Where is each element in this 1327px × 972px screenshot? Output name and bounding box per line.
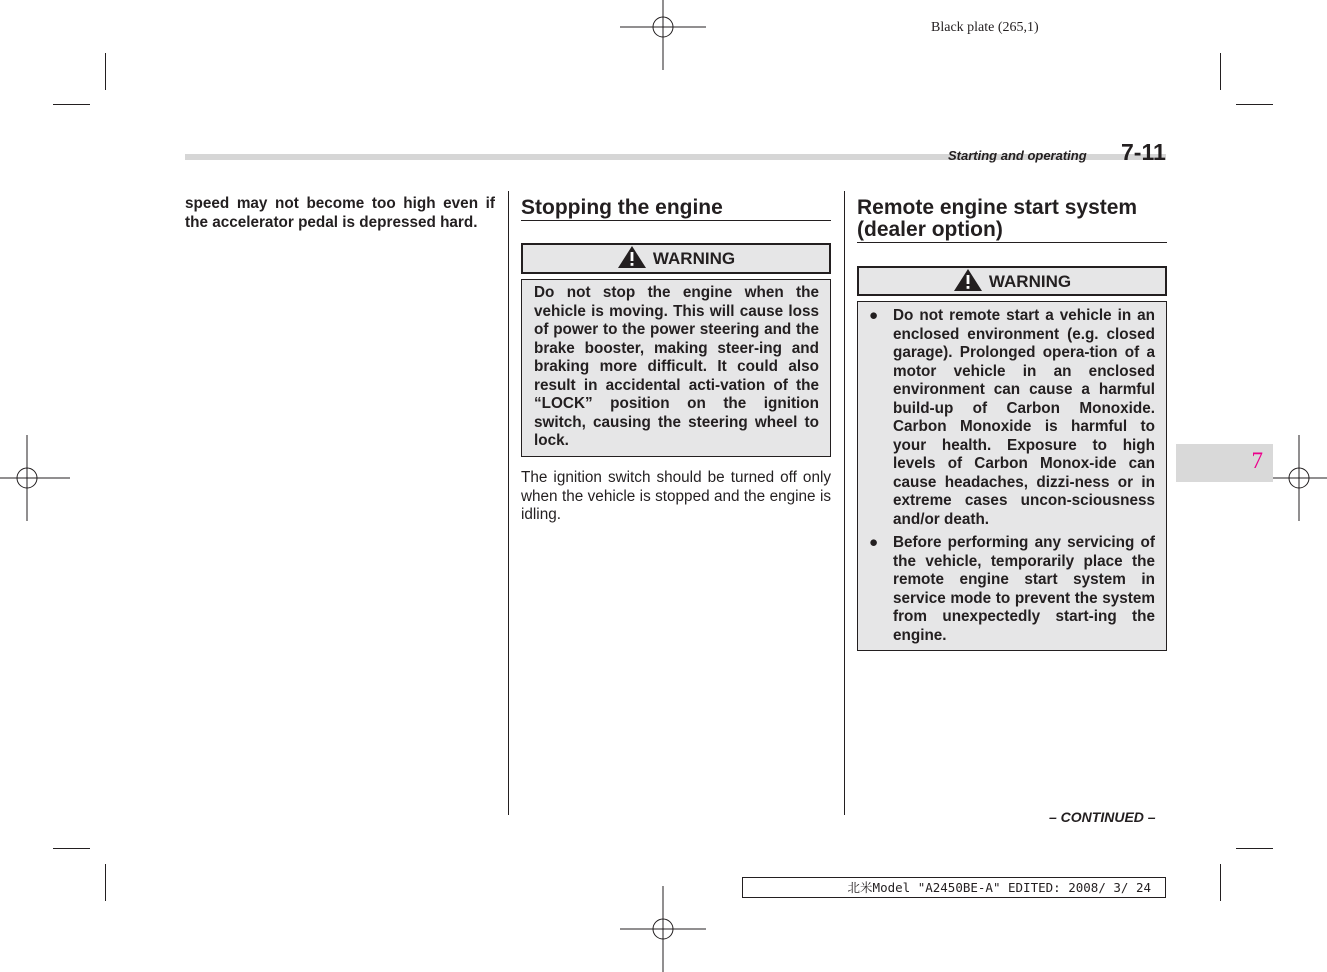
bullet-text: Before performing any servicing of the vehicle, temporarily place the remote engine start system in service mode to prevent the system from unexpectedly start-ing the engine. [893, 534, 1155, 644]
warning-header [857, 266, 1167, 296]
column1-text: speed may not become too high even if the accelerator pedal is depressed hard. [185, 195, 495, 231]
warning-box [521, 279, 831, 457]
warning-triangle-icon [953, 268, 983, 292]
bullet-text: Do not remote start a vehicle in an enclosed environment (e.g. closed garage). Prolonged opera-tion of a motor vehicle in an enclosed environment can cause a harmful build-up of Carbon Monoxide. Carbon Monoxide is harmful to your health. Exposure to high levels of Carbon Monox-ide can cause headaches, dizzi-ness or in extreme cases uncon-sciousness and/or death. [893, 307, 1155, 528]
crop-mark [105, 864, 106, 901]
bullet-icon: ● [869, 307, 879, 324]
warning-box [857, 301, 1167, 651]
plate-label: Black plate (265,1) [931, 20, 1039, 35]
footer-edition: 北米Model "A2450BE-A" EDITED: 2008/ 3/ 24 [742, 877, 1166, 898]
registration-mark-icon [0, 435, 70, 521]
crop-mark [1220, 864, 1221, 901]
crop-mark [105, 53, 106, 90]
section-title: Starting and operating [948, 148, 1087, 163]
chapter-number: 7 [1251, 448, 1263, 473]
crop-mark [53, 848, 90, 849]
warning-label: WARNING [988, 272, 1072, 291]
list-item [869, 307, 1155, 529]
list-item [869, 534, 1155, 645]
crop-mark [1220, 53, 1221, 90]
bullet-icon: ● [869, 534, 879, 551]
registration-mark-icon [620, 886, 706, 972]
continued-label: – CONTINUED – [1049, 809, 1156, 825]
ignition-switch-text: The ignition switch should be turned off only when the vehicle is stopped and the engine is idling. [521, 469, 831, 523]
chapter-tab [1176, 444, 1273, 482]
page-number: 7-11 [1121, 139, 1166, 165]
remote-start-heading: Remote engine start system (dealer option) [857, 197, 1167, 243]
column-divider [508, 191, 509, 815]
warning-header [521, 243, 831, 274]
registration-mark-icon [620, 0, 706, 70]
warning-text: Do not stop the engine when the vehicle is moving. This will cause loss of power to the power steering and the brake booster, making steer-ing and braking more difficult. It could also result in accidental acti-vation of the “LOCK” position on the ignition switch, causing the steering wheel to lock. [534, 284, 819, 449]
column-divider [844, 191, 845, 815]
crop-mark [1236, 848, 1273, 849]
warning-triangle-icon [617, 245, 647, 269]
stopping-engine-heading: Stopping the engine [521, 197, 831, 221]
crop-mark [53, 104, 90, 105]
warning-label: WARNING [652, 249, 736, 268]
crop-mark [1236, 104, 1273, 105]
